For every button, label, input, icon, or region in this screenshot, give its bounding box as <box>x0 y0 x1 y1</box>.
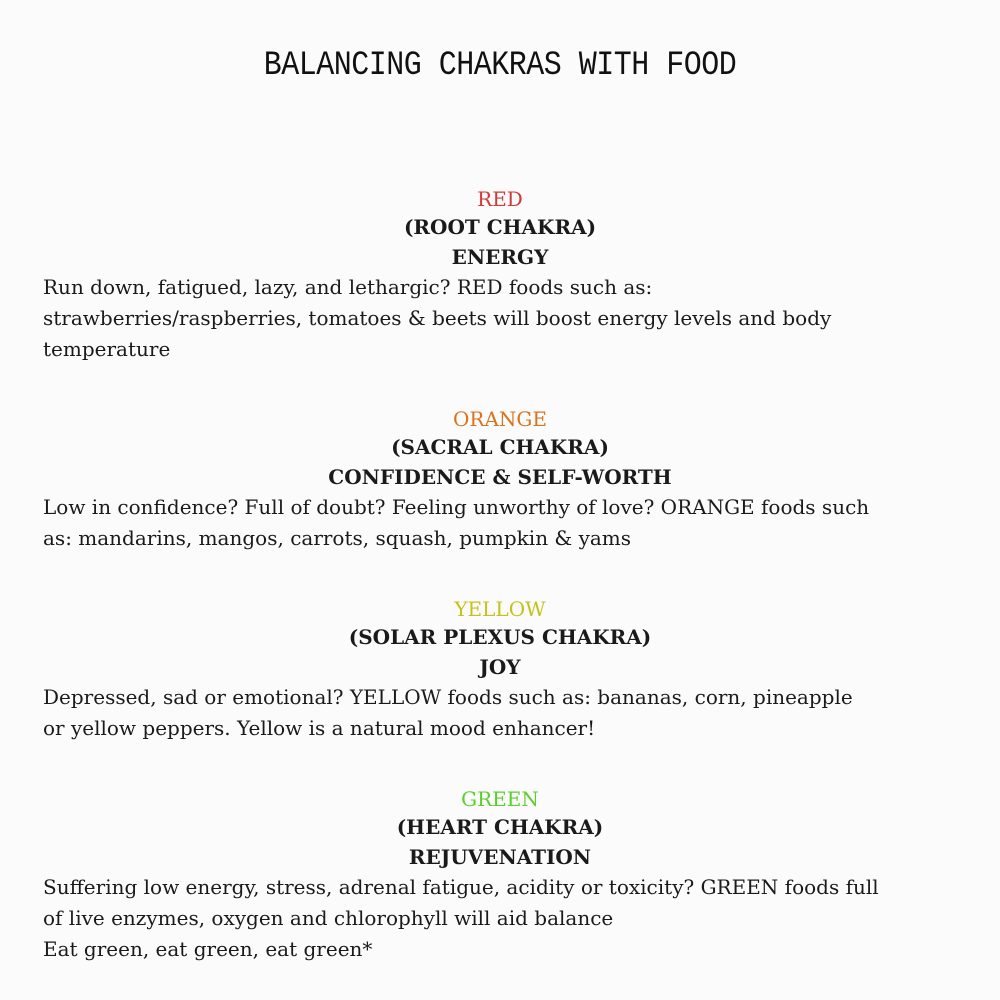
description-red <box>43 272 983 365</box>
description-line: or yellow peppers. Yellow is a natural mood enhancer! <box>43 716 596 740</box>
section-red <box>0 186 1000 365</box>
chakra-name-sacral: (SACRAL CHAKRA) <box>391 435 609 459</box>
description-orange <box>43 492 983 554</box>
page-title: BALANCING CHAKRAS WITH FOOD <box>263 46 737 86</box>
color-label-red: RED <box>477 187 523 211</box>
description-line: Eat green, eat green, eat green* <box>43 937 373 961</box>
chakra-name-root: (ROOT CHAKRA) <box>403 215 597 239</box>
theme-energy: ENERGY <box>451 245 549 269</box>
color-label-orange: ORANGE <box>453 407 547 431</box>
description-line: Suffering low energy, stress, adrenal fatigue, acidity or toxicity? GREEN foods full <box>43 875 879 899</box>
section-green <box>0 786 1000 965</box>
section-orange <box>0 406 1000 554</box>
description-line: temperature <box>43 337 171 361</box>
description-line: Low in confidence? Full of doubt? Feeling unworthy of love? ORANGE foods such <box>43 495 870 519</box>
chakra-name-solar-plexus: (SOLAR PLEXUS CHAKRA) <box>348 625 652 649</box>
description-line: Depressed, sad or emotional? YELLOW foods such as: bananas, corn, pineapple <box>43 685 853 709</box>
theme-confidence: CONFIDENCE & SELF-WORTH <box>328 465 672 489</box>
chakra-name-heart: (HEART CHAKRA) <box>396 815 604 839</box>
theme-joy: JOY <box>479 655 521 679</box>
description-line: strawberries/raspberries, tomatoes & beets will boost energy levels and body <box>43 306 832 330</box>
description-line: Run down, fatigued, lazy, and lethargic? RED foods such as: <box>43 275 653 299</box>
description-line: of live enzymes, oxygen and chlorophyll will aid balance <box>43 906 614 930</box>
description-line: as: mandarins, mangos, carrots, squash, pumpkin & yams <box>43 526 632 550</box>
section-yellow <box>0 596 1000 744</box>
theme-rejuvenation: REJUVENATION <box>408 845 592 869</box>
color-label-green: GREEN <box>461 787 539 811</box>
description-yellow <box>43 682 983 744</box>
description-green <box>43 872 983 965</box>
color-label-yellow: YELLOW <box>454 597 546 621</box>
